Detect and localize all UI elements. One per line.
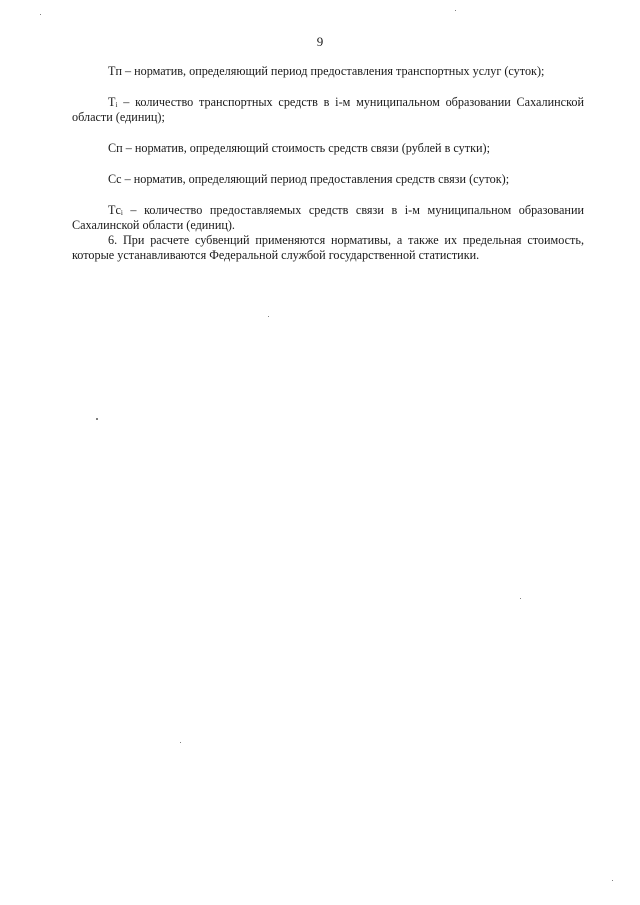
definition-cp: Cп – норматив, определяющий стоимость средств связи (рублей в сутки); — [108, 141, 490, 155]
definition-tp: Tп – норматив, определяющий период предоставления транспортных услуг (суток); — [108, 64, 545, 78]
page-number: 9 — [316, 34, 324, 49]
definition-cs: Cс – норматив, определяющий период предоставления средств связи (суток); — [108, 172, 510, 186]
clause-6: 6. При расчете субвенций применяются нормативы, а также их предельная стоимость, которые устанавливаются Федеральной службой государственной статистики. — [72, 233, 584, 262]
definition-tsi: Tсᵢ – количество предоставляемых средств связи в i-м муниципальном образовании Сахалинской области (единиц). — [72, 203, 584, 232]
scan-speck — [268, 316, 269, 317]
scan-speck — [180, 742, 181, 743]
scan-speck — [40, 14, 41, 15]
scan-speck — [455, 10, 456, 11]
document-body — [72, 64, 584, 263]
scan-speck — [612, 880, 613, 881]
scan-speck — [520, 598, 521, 599]
scan-speck — [96, 418, 98, 420]
definition-ti: Tᵢ – количество транспортных средств в i-м муниципальном образовании Сахалинской области (единиц); — [72, 95, 584, 124]
